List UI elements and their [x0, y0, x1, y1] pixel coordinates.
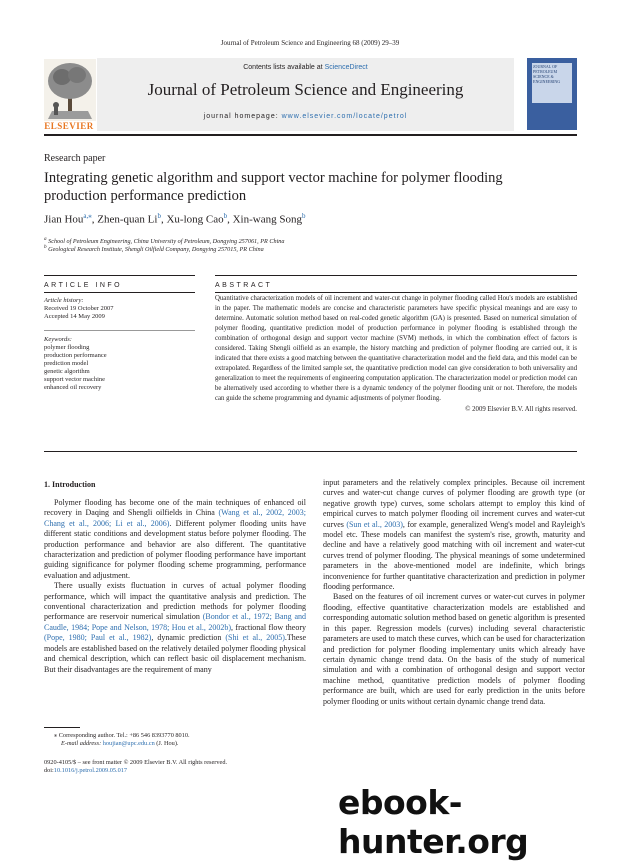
affiliation-text: Geological Research Institute, Shengli Oilfield Company, Dongying 257015, PR China — [48, 246, 264, 254]
article-history — [44, 297, 194, 321]
paper-type: Research paper — [44, 153, 106, 164]
left-column — [44, 498, 306, 675]
email-suffix: (J. Hou). — [154, 740, 179, 747]
doi-label: doi: — [44, 767, 54, 774]
article-info-heading: ARTICLE INFO — [44, 282, 123, 289]
abstract-body — [215, 294, 577, 415]
citation-link[interactable]: (Sun et al., 2003) — [346, 519, 403, 529]
citation-link[interactable]: (Bondor et al., 1972; Bang and Caudle, 1984; Pope and Nelson, 1978; Hou et al., 2002b) — [44, 612, 306, 632]
journal-title: Journal of Petroleum Science and Engineering — [147, 80, 464, 99]
body-text: .These models are established based on the relatively detailed polymer flooding physical and chemical description, which can reflect basic oil displacement mechanism. But their disadvantages are the requirement of many — [44, 633, 307, 674]
article-info-rule — [44, 292, 195, 293]
abstract-bottom-rule — [44, 451, 577, 452]
affiliation-mark: a — [44, 236, 47, 242]
citation-link[interactable]: (Wang et al., 2002, 2003; Chang et al., 2006; Li et al., 2006) — [44, 508, 306, 528]
keywords — [44, 336, 194, 392]
keyword: support vector machine — [44, 376, 106, 383]
author-list: Jian Hou$^{a,⁎}$, Zhen-quan Li$^b$, Xu-long Cao$^b$, Xin-wang Song$^b$ — [44, 212, 306, 226]
affiliation-text: School of Petroleum Engineering, China University of Petroleum, Dongying 257061, PR China — [48, 238, 285, 246]
paragraph: Based on the features of oil increment curves or water-cut curves in polymer flooding, effective quantitative characterization models are established and corresponding automatic solution method based on genetic algorithm is presented in this paper. Regression models (curves) including several characteristic parameters are used to match these curves, which can be used for characterization and prediction for polymer flooding implementary units which already have certain dynamic change trend data. On the basis of the study of numerical simulation and with a combination of orthogonal design and support vector machine method, quantitative prediction models of polymer flooding performance are built, which are used for early prediction in the units before polymer flooding or units without certain dynamic change trend data. — [323, 592, 585, 706]
footnote-text: Corresponding author. Tel.: +86 546 8393770 8010. — [58, 732, 190, 739]
sciencedirect-link[interactable]: ScienceDirect — [324, 64, 368, 71]
paragraph — [323, 478, 585, 592]
journal-header — [97, 58, 514, 131]
keyword: polymer flooding — [44, 344, 90, 351]
author-name: Jian Hou — [44, 213, 84, 226]
issn-line: 0920-4105/$ – see front matter © 2009 Elsevier B.V. All rights reserved. — [44, 759, 228, 766]
author-sup[interactable]: b — [223, 212, 228, 220]
doi-link[interactable]: 10.1016/j.petrol.2009.05.017 — [53, 767, 128, 774]
title-line-2: production performance prediction — [44, 188, 247, 204]
right-column — [323, 478, 585, 707]
keyword: genetic algorithm — [44, 368, 90, 375]
abstract-rule — [215, 275, 577, 276]
contents-line — [97, 64, 514, 71]
paper-title — [44, 169, 564, 205]
author-sup[interactable]: b — [301, 212, 306, 220]
history-label: Article history: — [44, 297, 84, 304]
author-name: Zhen-quan Li — [97, 213, 158, 226]
body-text: . Different polymer flooding units have different static conditions and development status before polymer flooding. The production performance and behavior are also different. The quantitative characterization and prediction of polymer flooding performance have important guiding significance for polymer flooding scheme programming, performance evaluation and adjustment. — [44, 518, 306, 580]
author-sup[interactable]: a,⁎ — [83, 212, 92, 220]
running-header: Journal of Petroleum Science and Engineering 68 (2009) 29–39 — [220, 39, 400, 47]
abstract-rule — [215, 292, 577, 293]
accepted-date: Accepted 14 May 2009 — [44, 313, 105, 320]
body-text: Polymer flooding has become one of the main techniques of enhanced oil recovery in Daqing and Shengli oilfields in China — [44, 498, 306, 518]
footnote-mark: ⁎ — [54, 732, 58, 739]
abstract-heading: ABSTRACT — [215, 282, 273, 289]
affiliation-b — [44, 244, 264, 253]
keyword: prediction model — [44, 360, 89, 367]
body-text: input parameters and the relatively complex principles. Because oil increment curves and water-cut change curves of polymer flooding are growth type (or negative growth type) curves, some scholars attempt to employ this kind of empirical curves to match polymer flooding oil increment curves and water-cut curves — [323, 478, 585, 529]
citation-link[interactable]: (Pope, 1980; Paul et al., 1982) — [44, 633, 152, 643]
paragraph — [44, 498, 306, 581]
body-text: , fractional flow theory — [231, 622, 307, 632]
author-name: Xin-wang Song — [232, 213, 302, 226]
contents-prefix: Contents lists available at — [243, 64, 325, 71]
citation-link[interactable]: (Shi et al., 2005) — [225, 633, 285, 643]
abstract-copyright: © 2009 Elsevier B.V. All rights reserved. — [465, 405, 577, 413]
homepage-link[interactable]: www.elsevier.com/locate/petrol — [281, 113, 408, 120]
body-text: , dynamic prediction — [151, 633, 226, 643]
homepage-prefix: journal homepage: — [203, 113, 282, 120]
body-text: , for example, generalized Weng's model and Rayleigh's model etc. These models can manifest the system's rise, growth, maturity and decline and have a relatively good matching with oil increment and water-cut curves trend of polymer flooding. The physical meanings of some undetermined parameters in the above-mentioned model are indefinite, which brings inconvenience for further quantitative characterization and prediction in polymer flooding performance. — [323, 519, 585, 592]
section-heading: 1. Introduction — [44, 480, 96, 489]
journal-cover-image — [527, 58, 577, 130]
email-label: E-mail address: — [61, 740, 103, 747]
author-sup[interactable]: b — [157, 212, 161, 220]
info-divider — [44, 330, 195, 331]
keyword: enhanced oil recovery — [44, 384, 102, 391]
paragraph — [44, 581, 306, 675]
email-note — [61, 740, 179, 748]
corresponding-author-note — [54, 732, 190, 740]
received-date: Received 19 October 2007 — [44, 305, 114, 312]
watermark: ebook-hunter.org — [338, 783, 529, 861]
keywords-label: Keywords: — [44, 336, 72, 343]
article-info-rule — [44, 275, 195, 276]
title-line-1: Integrating genetic algorithm and support vector machine for polymer flooding — [44, 170, 503, 186]
abstract-text: Quantitative characterization models of oil increment and water-cut change in polymer flooding called Hou's models are established in the paper. The mathematic models are concise and characteristic parameters have specific physical meanings and are easy to determine. Automatic solution method based on real-coded genetic algorithm (GA) is presented. Based on numerical simulation of polymer flooding, quantitative prediction model of production performance in polymer flooding is established through the combination of orthogonal design and support vector machine (SVM) methods, in which the combination effect of factors is considered. Taking Shengli oilfield as an example, the history matching and prediction of polymer flooding are carried out, it is indicated that there exists a good matching between the quantitative characterization model and the field data, and this model can be extrapolated. Regardless of the limited sample set, the quantitative prediction model can give consideration to both universality and generalization to meet the requirements of engineering computation application. The characterization model or prediction model can be alternatively used according to whether there is a dynamic tendency of the polymer flooding unit or not. Therefore, the models can guide the scheme programming and dynamic adjustments of polymer flooding. — [215, 295, 577, 403]
email-link[interactable]: houjian@upc.edu.cn — [102, 740, 155, 747]
author-name: Xu-long Cao — [166, 213, 224, 226]
cover-title: JOURNAL OF PETROLEUM SCIENCE & ENGINEERING — [532, 63, 572, 103]
journal-homepage — [97, 113, 514, 120]
footnote-rule — [44, 727, 80, 728]
header-divider — [44, 134, 577, 136]
body-text: There usually exists fluctuation in curves of actual polymer flooding performance, which will impact the quantitative analysis and prediction. The conventional characterization and prediction methods for polymer flooding performance are reservoir numerical simulation — [44, 581, 306, 622]
keyword: production performance — [44, 352, 107, 359]
elsevier-wordmark: ELSEVIER — [44, 121, 94, 131]
affiliation-mark: b — [44, 244, 47, 250]
doi-line — [44, 767, 127, 775]
